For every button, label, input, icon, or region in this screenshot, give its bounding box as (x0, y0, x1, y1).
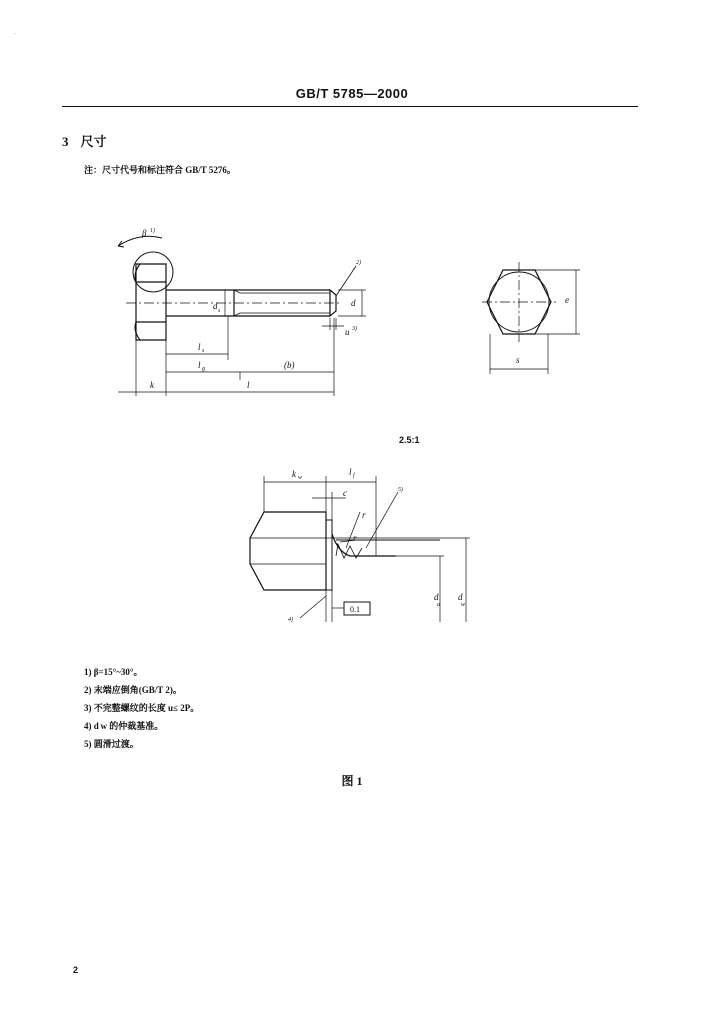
ls-subscript: s (202, 348, 205, 354)
footnote-3: 3) 不完整螺纹的长度 u≤ 2P。 (84, 703, 200, 713)
kw-dimension-lines (264, 476, 326, 512)
da-dimension-lines (396, 556, 444, 622)
hex-centerlines (482, 262, 556, 342)
footnotes (84, 663, 199, 753)
beta-label: β (142, 228, 147, 238)
section-title: 尺寸 (80, 134, 107, 149)
footnote-5: 5) 圆滑过渡。 (84, 739, 139, 749)
note-text: 注：尺寸代号和标注符合 GB/T 5276。 (84, 165, 236, 175)
da-subscript: a (437, 602, 440, 608)
ref4-leader (300, 596, 326, 618)
tolerance-extension (326, 590, 332, 622)
da-label: d (434, 592, 439, 602)
d-label: d (351, 298, 356, 308)
detail-circle (133, 252, 173, 292)
page-number: 2 (73, 965, 79, 975)
footnote-4: 4) d w 的仲裁基准。 (84, 721, 164, 731)
kw-label: k (292, 469, 296, 479)
footnote-2: 2) 末端应倒角(GB/T 2)。 (84, 685, 182, 695)
beta-note-ref: 1) (150, 228, 155, 234)
u-dimension-lines (322, 318, 344, 330)
dw-subscript: w (461, 602, 466, 608)
figure-caption: 图 1 (341, 774, 363, 788)
bolt-head-outline (136, 264, 166, 340)
chamfer-leader (336, 266, 356, 296)
beta-arc (118, 236, 162, 246)
ds-subscript: s (218, 308, 221, 314)
kw-subscript: w (298, 475, 303, 481)
section-number: 3 (62, 134, 69, 149)
footnote-1: 1) β=15°~30°。 (84, 667, 143, 677)
detail-head (250, 512, 326, 590)
chamfer-note-ref: 2) (356, 260, 361, 266)
page-header: GB/T 5785—2000 (295, 86, 409, 101)
ds-label: d (213, 301, 218, 311)
ls-label: l (198, 342, 201, 352)
k-label: k (150, 380, 154, 390)
b-label: (b) (284, 360, 295, 370)
hex-end-view (482, 262, 580, 374)
detail-washer-face (326, 520, 332, 590)
u-label: u (345, 327, 350, 337)
u-note-ref: 3) (352, 326, 357, 332)
lg-subscript: g (202, 366, 205, 372)
r-label-2: r (353, 533, 357, 543)
l-label: l (247, 380, 250, 390)
e-label: e (565, 295, 569, 305)
detail-head-faces (250, 538, 326, 564)
ref4-label: 4) (288, 617, 293, 623)
r-label: r (362, 510, 366, 520)
ref5-label: 5) (398, 487, 403, 493)
c-dimension-lines (312, 492, 346, 520)
lf-subscript: f (353, 473, 355, 479)
scan-mark: · (14, 30, 17, 38)
lf-label: l (349, 467, 352, 477)
detail-scale-label: 2.5:1 (399, 435, 420, 445)
dw-label: d (458, 592, 463, 602)
s-label: s (516, 355, 520, 365)
tolerance-value: 0.1 (350, 605, 360, 614)
c-label: c (343, 488, 347, 498)
lg-label: l (198, 360, 201, 370)
